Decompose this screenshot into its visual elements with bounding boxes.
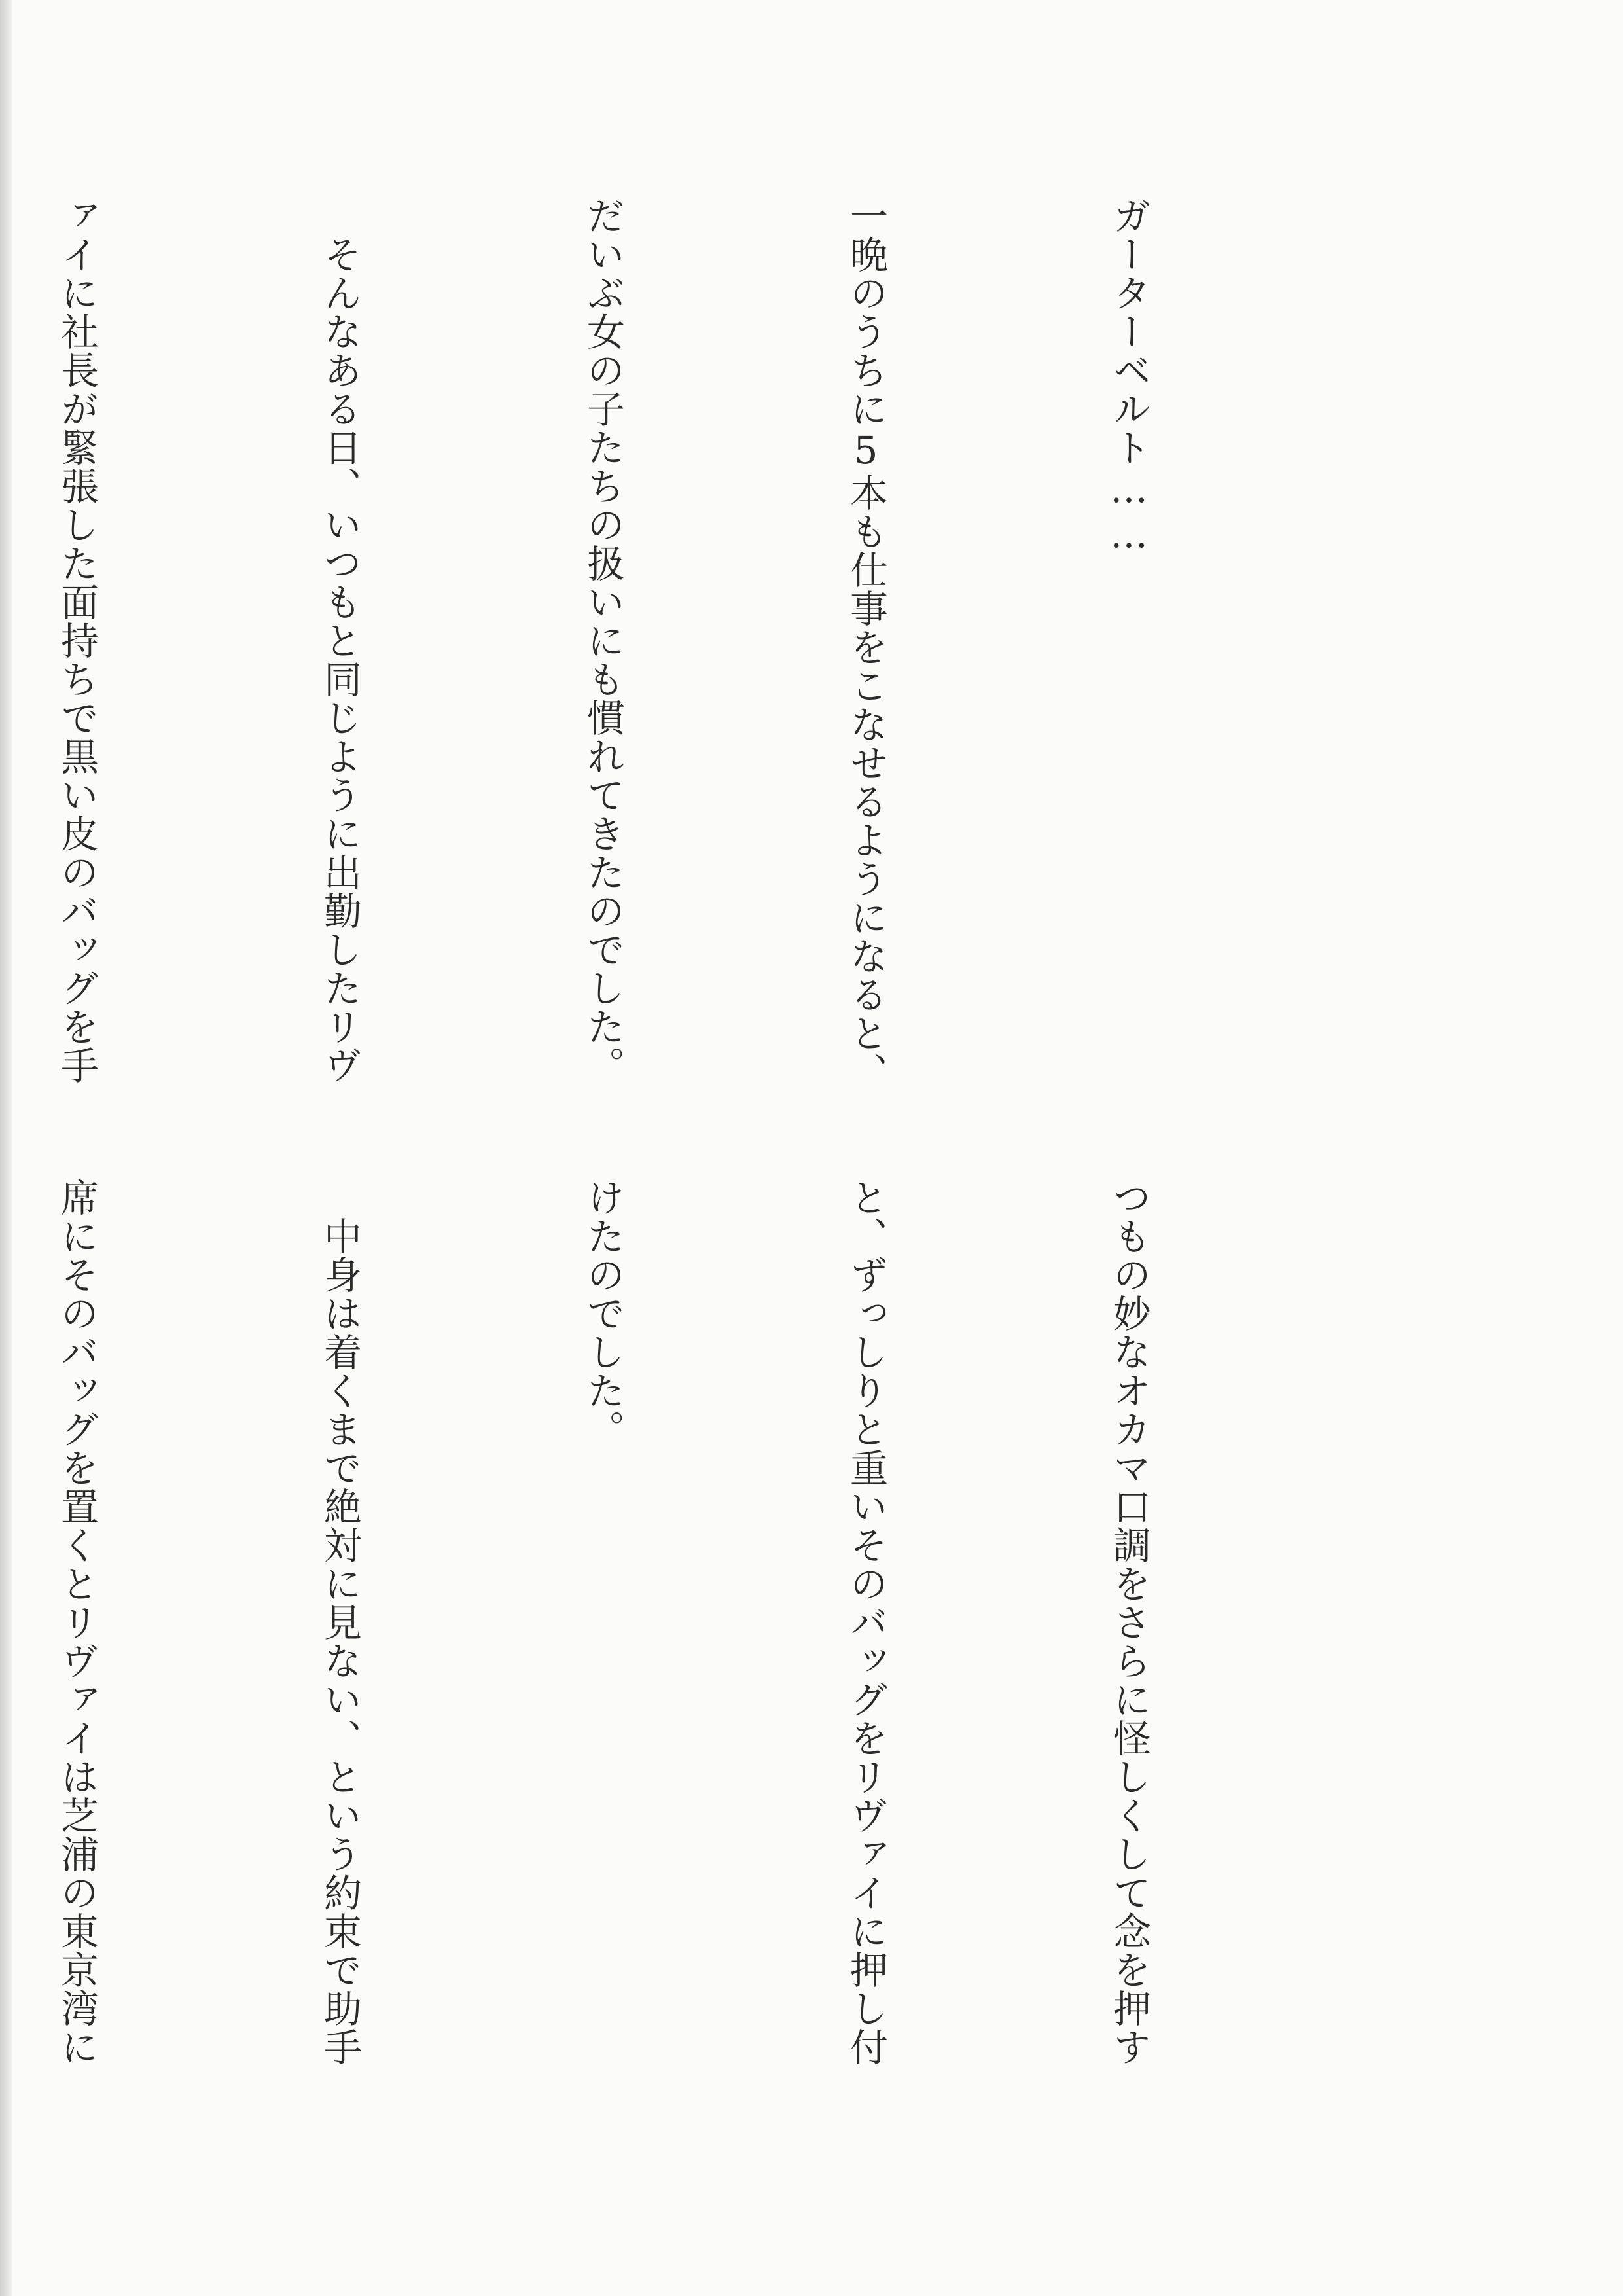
text-column: ガーターベルト…… bbox=[1107, 196, 1151, 557]
upper-text-block bbox=[0, 196, 1348, 1113]
text-column: ァイに社長が緊張した面持ちで黒い皮のバッグを手 bbox=[54, 196, 99, 1085]
text-column: けたのでした。 bbox=[580, 1178, 625, 1448]
text-column: 中身は着くまで絶対に見ない、という約束で助手 bbox=[317, 1178, 362, 2066]
text-column: そんなある日、いつもと同じように出勤したリヴ bbox=[317, 196, 362, 1085]
text-column: つもの妙なオカマ口調をさらに怪しくして念を押す bbox=[1107, 1178, 1151, 2066]
text-column: 一晩のうちに5本も仕事をこなせるようになると、 bbox=[844, 196, 888, 1091]
text-column: と、ずっしりと重いそのバッグをリヴァイに押し付 bbox=[844, 1178, 888, 2066]
lower-text-block bbox=[0, 1178, 1348, 2094]
text-column: だいぶ女の子たちの扱いにも慣れてきたのでした。 bbox=[580, 196, 625, 1085]
text-column: 席にそのバッグを置くとリヴァイは芝浦の東京湾に bbox=[54, 1178, 99, 2066]
